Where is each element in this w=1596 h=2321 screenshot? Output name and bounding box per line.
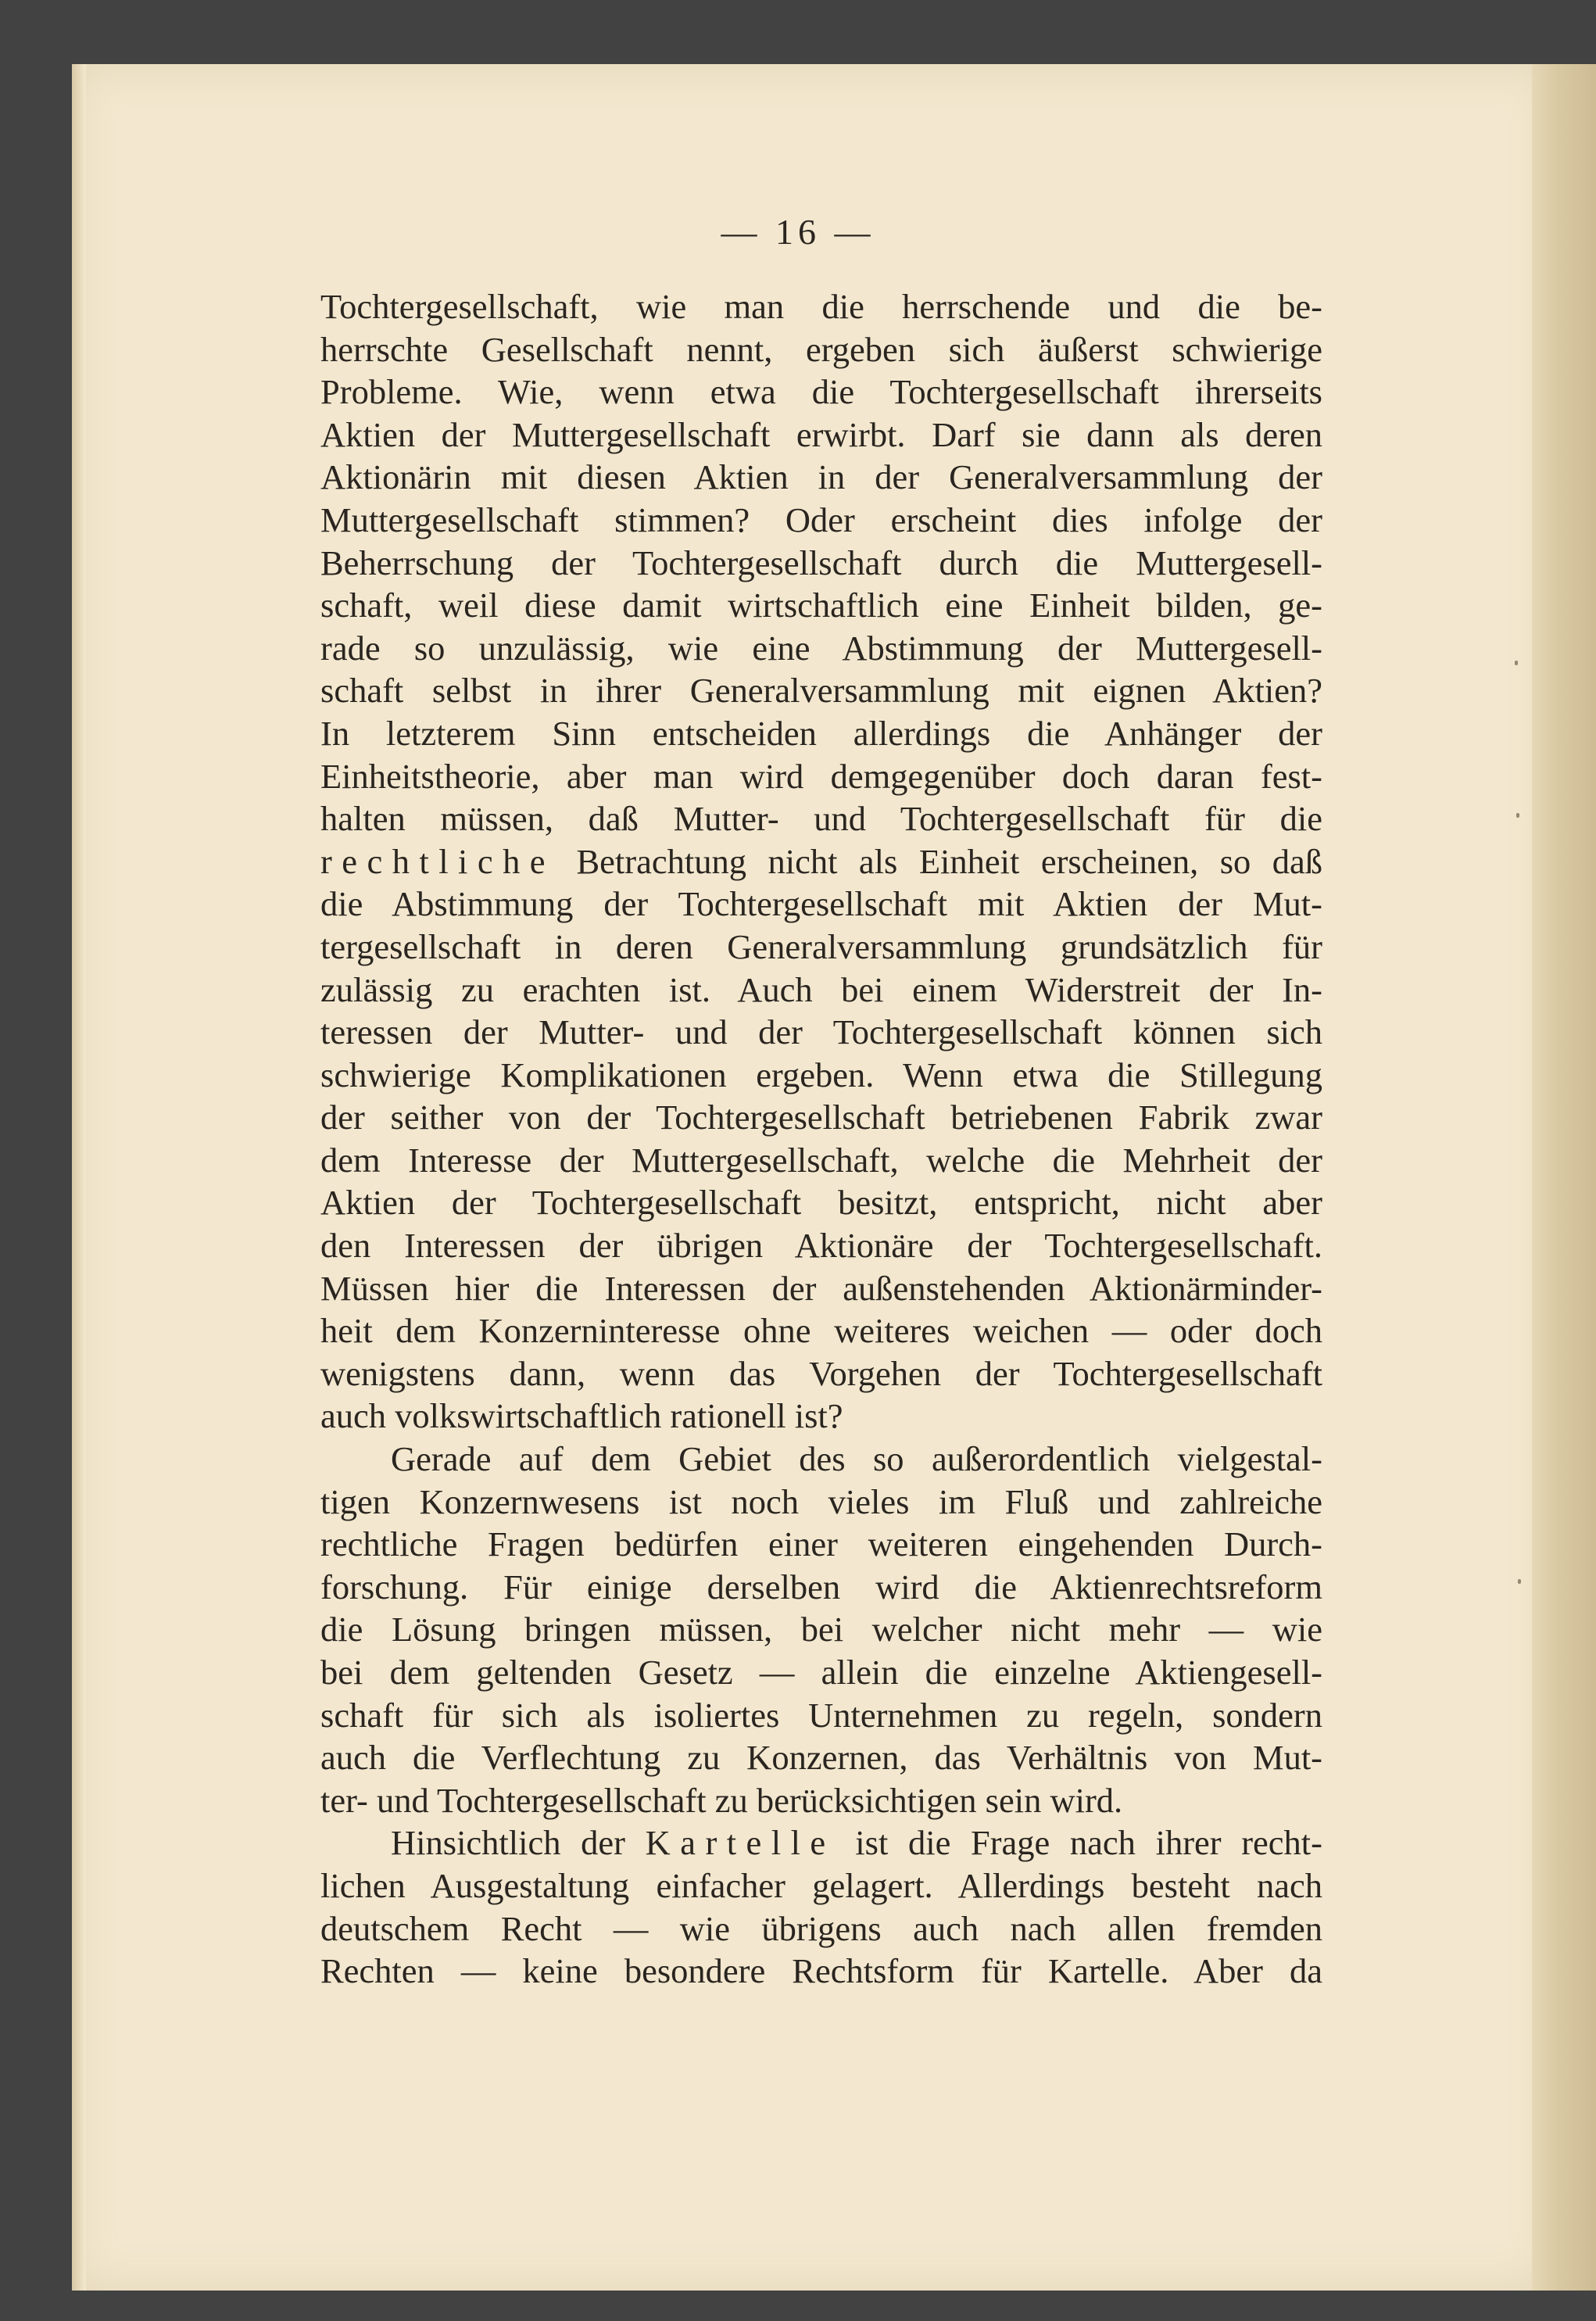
- text-line: dem Interesse der Muttergesellschaft, welche die Mehrheit der: [320, 1140, 1322, 1180]
- text-line: schaft selbst in ihrer Generalversammlung mit eignen Aktien?: [320, 671, 1322, 711]
- text-line: den Interessen der übrigen Aktionäre der Tochtergesellschaft.: [320, 1226, 1322, 1266]
- text-line: Muttergesellschaft stimmen? Oder erscheint dies infolge der: [320, 500, 1322, 539]
- text-line: Beherrschung der Tochtergesellschaft durch die Muttergesell-: [320, 543, 1322, 582]
- paper-speck: [1516, 813, 1519, 818]
- text-line: wenigstens dann, wenn das Vorgehen der Tochtergesellschaft: [320, 1353, 1322, 1393]
- text-line: [320, 840, 1322, 883]
- text-line: rechtliche Fragen bedürfen einer weiteren eingehenden Durch-: [320, 1524, 1322, 1564]
- emphasized-term: rechtliche: [320, 841, 556, 881]
- text-line: Gerade auf dem Gebiet des so außerordentlich vielgestal-: [391, 1439, 1322, 1479]
- text-line: schwierige Komplikationen ergeben. Wenn etwa die Stillegung: [320, 1055, 1322, 1094]
- text-line: auch die Verflechtung zu Konzernen, das Verhältnis von Mut-: [320, 1738, 1322, 1778]
- text-line: forschung. Für einige derselben wird die Aktienrechtsreform: [320, 1567, 1322, 1606]
- page-number: — 16 —: [721, 212, 875, 252]
- paper-speck: [1518, 1579, 1521, 1584]
- text-line: schaft, weil diese damit wirtschaftlich eine Einheit bilden, ge-: [320, 586, 1322, 625]
- page-gutter-edge: [72, 64, 86, 2291]
- text-line: Probleme. Wie, wenn etwa die Tochtergesellschaft ihrerseits: [320, 372, 1322, 412]
- text-line: schaft für sich als isoliertes Unternehmen zu regeln, sondern: [320, 1695, 1322, 1735]
- body-text: [320, 285, 1322, 1993]
- text-line: die Lösung bringen müssen, bei welcher nicht mehr — wie: [320, 1610, 1322, 1649]
- text-line: zulässig zu erachten ist. Auch bei einem Widerstreit der In-: [320, 969, 1322, 1009]
- next-page-edge: [1532, 64, 1596, 2291]
- text-line: Aktien der Tochtergesellschaft besitzt, entspricht, nicht aber: [320, 1183, 1322, 1223]
- text-line: In letzterem Sinn entscheiden allerdings die Anhänger der: [320, 713, 1322, 753]
- text-line: tergesellschaft in deren Generalversammlung grundsätzlich für: [320, 926, 1322, 966]
- text-line: der seither von der Tochtergesellschaft betriebenen Fabrik zwar: [320, 1098, 1322, 1137]
- text-line: halten müssen, daß Mutter- und Tochtergesellschaft für die: [320, 799, 1322, 839]
- text-line: tigen Konzernwesens ist noch vieles im Fluß und zahlreiche: [320, 1481, 1322, 1521]
- text-line: heit dem Konzerninteresse ohne weiteres weichen — oder doch: [320, 1311, 1322, 1351]
- text-line: die Abstimmung der Tochtergesellschaft mit Aktien der Mut-: [320, 884, 1322, 924]
- text-line: [320, 1821, 1322, 1864]
- text-line: herrschte Gesellschaft nennt, ergeben sich äußerst schwierige: [320, 329, 1322, 369]
- paper-speck: [1515, 661, 1518, 665]
- text-line: Müssen hier die Interessen der außenstehenden Aktionärminder-: [320, 1268, 1322, 1308]
- text-line: Tochtergesellschaft, wie man die herrschende und die be-: [320, 287, 1322, 326]
- emphasized-term: Kartelle: [645, 1823, 836, 1863]
- text-line: deutschem Recht — wie übrigens auch nach allen fremden: [320, 1908, 1322, 1948]
- text-line: teressen der Mutter- und der Tochtergesellschaft können sich: [320, 1012, 1322, 1052]
- text-segment: Betrachtung nicht als Einheit erscheinen, so daß: [555, 841, 1322, 881]
- text-segment: ist die Frage nach ihrer recht-: [835, 1823, 1322, 1863]
- text-line: Einheitstheorie, aber man wird demgegenüber doch daran fest-: [320, 756, 1322, 796]
- text-line: lichen Ausgestaltung einfacher gelagert. Allerdings besteht nach: [320, 1865, 1322, 1905]
- text-line: Aktionärin mit diesen Aktien in der Generalversammlung der: [320, 457, 1322, 497]
- text-line: Aktien der Muttergesellschaft erwirbt. Darf sie dann als deren: [320, 414, 1322, 454]
- text-line: Rechten — keine besondere Rechtsform für Kartelle. Aber da: [320, 1951, 1322, 1991]
- text-line: ter- und Tochtergesellschaft zu berücksichtigen sein wird.: [320, 1780, 1123, 1820]
- text-line: bei dem geltenden Gesetz — allein die einzelne Aktiengesell-: [320, 1653, 1322, 1692]
- text-segment: Hinsichtlich der: [391, 1823, 646, 1863]
- text-line: rade so unzulässig, wie eine Abstimmung der Muttergesell-: [320, 628, 1322, 668]
- text-line: auch volkswirtschaftlich rationell ist?: [320, 1396, 843, 1436]
